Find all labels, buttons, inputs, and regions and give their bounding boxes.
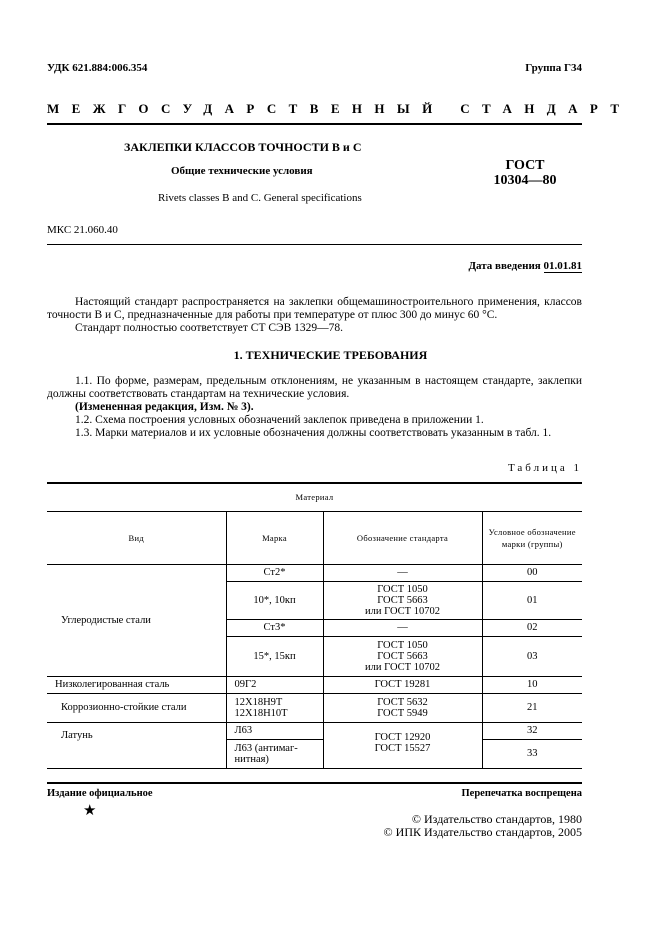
table-cell-standard: ГОСТ 5632 ГОСТ 5949: [323, 693, 482, 722]
table-cell-standard: —: [323, 619, 482, 636]
clause-1-3: 1.3. Марки материалов и их условные обозначения должны соответствовать указанным в табл. 1.: [75, 427, 552, 439]
table-group-header: Материал: [47, 483, 582, 511]
table-cell-code: 21: [482, 693, 582, 722]
table-cell-grade: Л63: [226, 722, 323, 739]
table-cell-grade: 15*, 15кп: [226, 636, 323, 676]
document-subtitle: Общие технические условия: [171, 165, 313, 177]
kind-low-alloy-steel: Низколегированная сталь: [47, 676, 226, 693]
table-cell-grade: 09Г2: [226, 676, 323, 693]
table-cell-standard: —: [323, 564, 482, 581]
table-cell-grade: 10*, 10кп: [226, 581, 323, 619]
section-heading: 1. ТЕХНИЧЕСКИЕ ТРЕБОВАНИЯ: [233, 348, 428, 362]
english-title: Rivets classes B and C. General specifications: [158, 192, 362, 204]
kind-corrosion-resistant-steel: Коррозионно-стойкие стали: [47, 693, 226, 722]
table-caption: Таблица 1: [507, 462, 582, 474]
copyright-1980: © Издательство стандартов, 1980: [411, 812, 582, 826]
col-header-grade: Марка: [226, 511, 323, 564]
copyright-2005: © ИПК Издательство стандартов, 2005: [383, 825, 582, 839]
materials-table: [47, 482, 582, 769]
amendment-note: (Измененная редакция, Изм. № 3).: [75, 401, 254, 413]
reprint-prohibited: Перепечатка воспрещена: [461, 788, 582, 799]
gost-label: ГОСТ: [505, 158, 545, 173]
mks-code: МКС 21.060.40: [47, 224, 118, 236]
table-cell-standard: ГОСТ 1050 ГОСТ 5663 или ГОСТ 10702: [323, 636, 482, 676]
group-code: Группа Г34: [525, 62, 582, 74]
clause-1-2: 1.2. Схема построения условных обозначений заклепок приведена в приложении 1.: [75, 414, 484, 426]
table-cell-standard: ГОСТ 1050 ГОСТ 5663 или ГОСТ 10702: [323, 581, 482, 619]
table-cell-code: 03: [482, 636, 582, 676]
table-cell-grade: Ст3*: [226, 619, 323, 636]
banner-rule: [47, 123, 582, 125]
table-cell-code: 02: [482, 619, 582, 636]
col-header-code: Условное обозначение марки (группы): [482, 511, 582, 564]
kind-brass: Латунь: [47, 722, 226, 768]
table-cell-grade: 12Х18Н9Т 12Х18Н10Т: [226, 693, 323, 722]
intro-paragraph: Настоящий стандарт распространяется на заклепки общемашиностроительного применения, классов точности В и С, предназначенные для работы при температуре от плюс 300 до минус 60 °С.: [47, 296, 582, 321]
clause-1-1: 1.1. По форме, размерам, предельным отклонениям, не указанным в настоящем стандарте, заклепки должны соответствовать стандартам на технические условия.: [47, 375, 582, 400]
table-cell-grade: Ст2*: [226, 564, 323, 581]
table-cell-code: 32: [482, 722, 582, 739]
col-header-standard: Обозначение стандарта: [323, 511, 482, 564]
table-cell-standard: ГОСТ 12920 ГОСТ 15527: [323, 722, 482, 768]
table-cell-code: 33: [482, 739, 582, 768]
document-title: ЗАКЛЕПКИ КЛАССОВ ТОЧНОСТИ В и С: [124, 140, 362, 154]
effective-date-label: Дата введения: [468, 260, 541, 272]
kind-carbon-steel: Углеродистые стали: [47, 564, 226, 676]
header-rule: [47, 244, 582, 245]
table-cell-code: 01: [482, 581, 582, 619]
table-cell-code: 10: [482, 676, 582, 693]
table-cell-code: 00: [482, 564, 582, 581]
table-cell-grade: Л63 (антимаг- нитная): [226, 739, 323, 768]
star-icon: ★: [83, 803, 97, 819]
udk-code: УДК 621.884:006.354: [47, 62, 148, 74]
col-header-kind: Вид: [47, 511, 226, 564]
official-edition: Издание официальное: [47, 788, 153, 799]
gost-number: 10304—80: [493, 173, 557, 188]
intro-compliance: Стандарт полностью соответствует СТ СЭВ 1329—78.: [75, 322, 344, 334]
effective-date-value: 01.01.81: [543, 260, 582, 272]
table-cell-standard: ГОСТ 19281: [323, 676, 482, 693]
interstate-standard-banner: МЕЖГОСУДАРСТВЕННЫЙ СТАНДАРТ: [47, 101, 632, 116]
effective-date: [468, 260, 582, 272]
footer-rule: [47, 782, 582, 784]
